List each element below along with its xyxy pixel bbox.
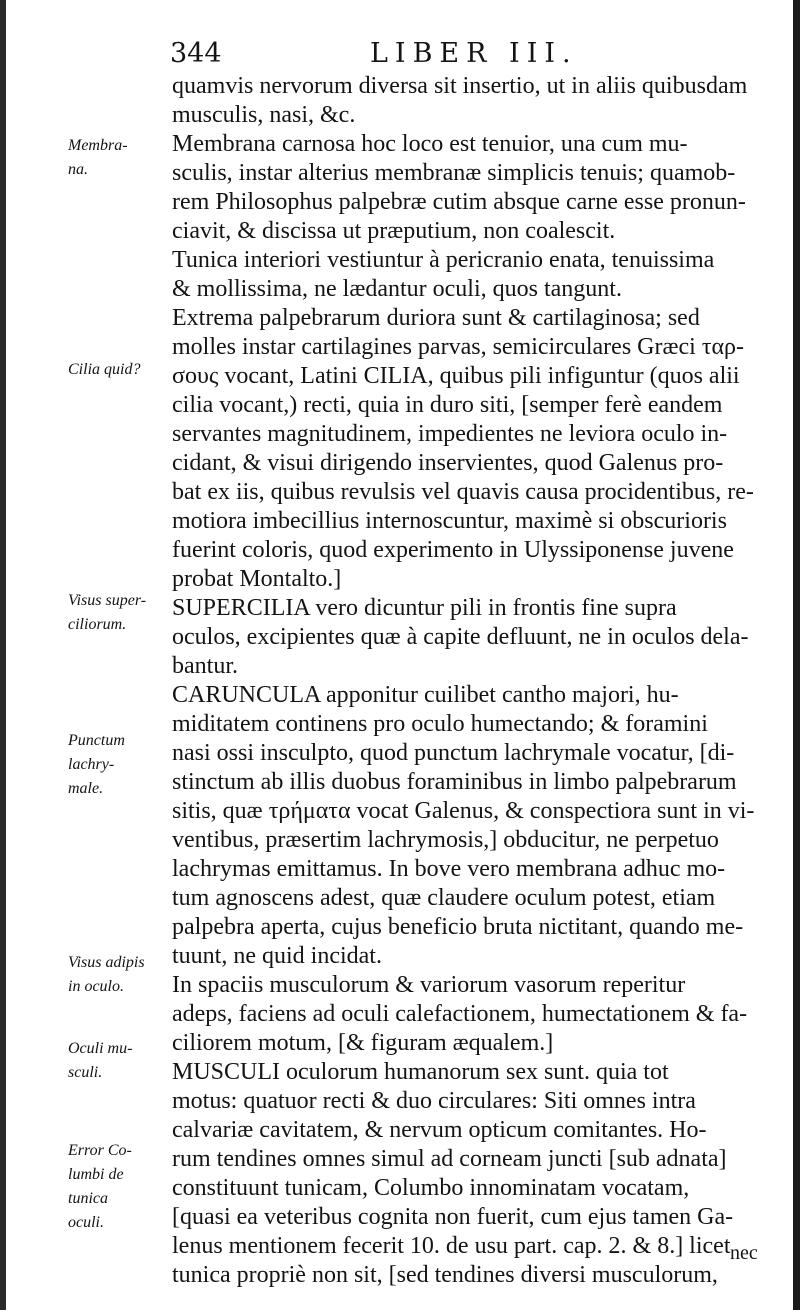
text-line: lachrymas emittamus. In bove vero membrana adhuc mo- [172,856,726,882]
text-line: constituunt tunicam, Columbo innominatam vocatam, [172,1175,690,1201]
text-line: Membrana carnosa hoc loco est tenuior, una cum mu- [172,131,688,157]
text-line: tum agnoscens adest, quæ claudere oculum potest, etiam [172,885,716,911]
text-line: rum tendines omnes simul ad corneam juncti [sub adnata] [172,1146,727,1172]
margin-note: tunica [68,1190,108,1207]
margin-note: oculi. [68,1214,104,1231]
text-line: tunica propriè non sit, [sed tendines diversi musculorum, [172,1262,718,1288]
text-line: motiora imbecillius internoscuntur, maximè si obscurioris [172,508,727,534]
text-line: lenus mentionem fecerit 10. de usu part. cap. 2. & 8.] licet [172,1233,731,1259]
running-head: LIBER III. [370,38,578,69]
text-line: miditatem continens pro oculo humectando; & foramini [172,711,708,737]
text-line: servantes magnitudinem, impedientes ne leviora oculo in- [172,421,728,447]
text-line: Tunica interiori vestiuntur à pericranio enata, tenuissima [172,247,715,273]
margin-note: na. [68,161,88,178]
margin-note: lachry- [68,756,115,773]
margin-note: Membra- [68,137,128,154]
text-line: musculis, nasi, &c. [172,102,356,128]
margin-note: Cilia quid? [68,361,141,378]
text-line: tuunt, ne quid incidat. [172,943,382,969]
text-line: & mollissima, ne lædantur oculi, quos tangunt. [172,276,622,302]
text-line: calvariæ cavitatem, & nervum opticum comitantes. Ho- [172,1117,707,1143]
text-line: CARUNCULA apponitur cuilibet cantho majori, hu- [172,682,679,708]
text-line: motus: quatuor recti & duo circulares: Siti omnes intra [172,1088,696,1114]
text-line: adeps, faciens ad oculi calefactionem, humectationem & fa- [172,1001,748,1027]
page-number: 344 [170,38,222,69]
page-left-edge [0,0,6,1310]
text-line: fuerint coloris, quod experimento in Ulyssiponense juvene [172,537,734,563]
text-line: ventibus, præsertim lachrymosis,] obducitur, ne perpetuo [172,827,719,853]
text-line: stinctum ab illis duobus foraminibus in limbo palpebrarum [172,769,737,795]
text-line: ciliorem motum, [& figuram æqualem.] [172,1030,554,1056]
page-header [170,38,770,72]
margin-note: in oculo. [68,978,124,995]
text-line: nasi ossi insculpto, quod punctum lachrymale vocatur, [di- [172,740,735,766]
margin-note: Error Co- [68,1142,132,1159]
text-line: molles instar cartilagines parvas, semicirculares Græci ταρ- [172,334,745,360]
margin-note: Oculi mu- [68,1040,133,1057]
margin-note: Visus adipis [68,954,145,971]
text-line: oculos, excipientes quæ à capite defluunt, ne in oculos dela- [172,624,749,650]
text-line: MUSCULI oculorum humanorum sex sunt. quia tot [172,1059,669,1085]
text-line: [quasi ea veteribus cognita non fuerit, cum ejus tamen Ga- [172,1204,734,1230]
catchword: nec [730,1242,758,1264]
text-line: sitis, quæ τρήματα vocat Galenus, & conspectiora sunt in vi- [172,798,755,824]
margin-note: male. [68,780,104,797]
text-line: palpebra aperta, cujus beneficio bruta nictitant, quando me- [172,914,744,940]
text-line: ciavit, & discissa ut præputium, non coalescit. [172,218,616,244]
margin-note: lumbi de [68,1166,124,1183]
text-line: Extrema palpebrarum duriora sunt & cartilaginosa; sed [172,305,700,331]
margin-note: Punctum [68,732,125,749]
margin-note: sculi. [68,1064,103,1081]
text-line: In spaciis musculorum & variorum vasorum reperitur [172,972,686,998]
text-line: bantur. [172,653,238,679]
text-line: rem Philosophus palpebræ cutim absque carne esse pronun- [172,189,746,215]
text-line: cilia vocant,) recti, quia in duro siti, [semper ferè eandem [172,392,723,418]
text-line: cidant, & visui dirigendo inservientes, quod Galenus pro- [172,450,724,476]
text-line: probat Montalto.] [172,566,342,592]
text-line: bat ex iis, quibus revulsis vel quavis causa procidentibus, re- [172,479,754,505]
text-line: sculis, instar alterius membranæ simplicis tenuis; quamob- [172,160,736,186]
margin-note: Visus super- [68,592,147,609]
text-line: quamvis nervorum diversa sit insertio, ut in aliis quibusdam [172,73,748,99]
margin-note: ciliorum. [68,616,127,633]
text-line: σους vocant, Latini CILIA, quibus pili infiguntur (quos alii [172,363,740,389]
page-right-edge [793,0,800,1310]
text-line: SUPERCILIA vero dicuntur pili in frontis fine supra [172,595,677,621]
